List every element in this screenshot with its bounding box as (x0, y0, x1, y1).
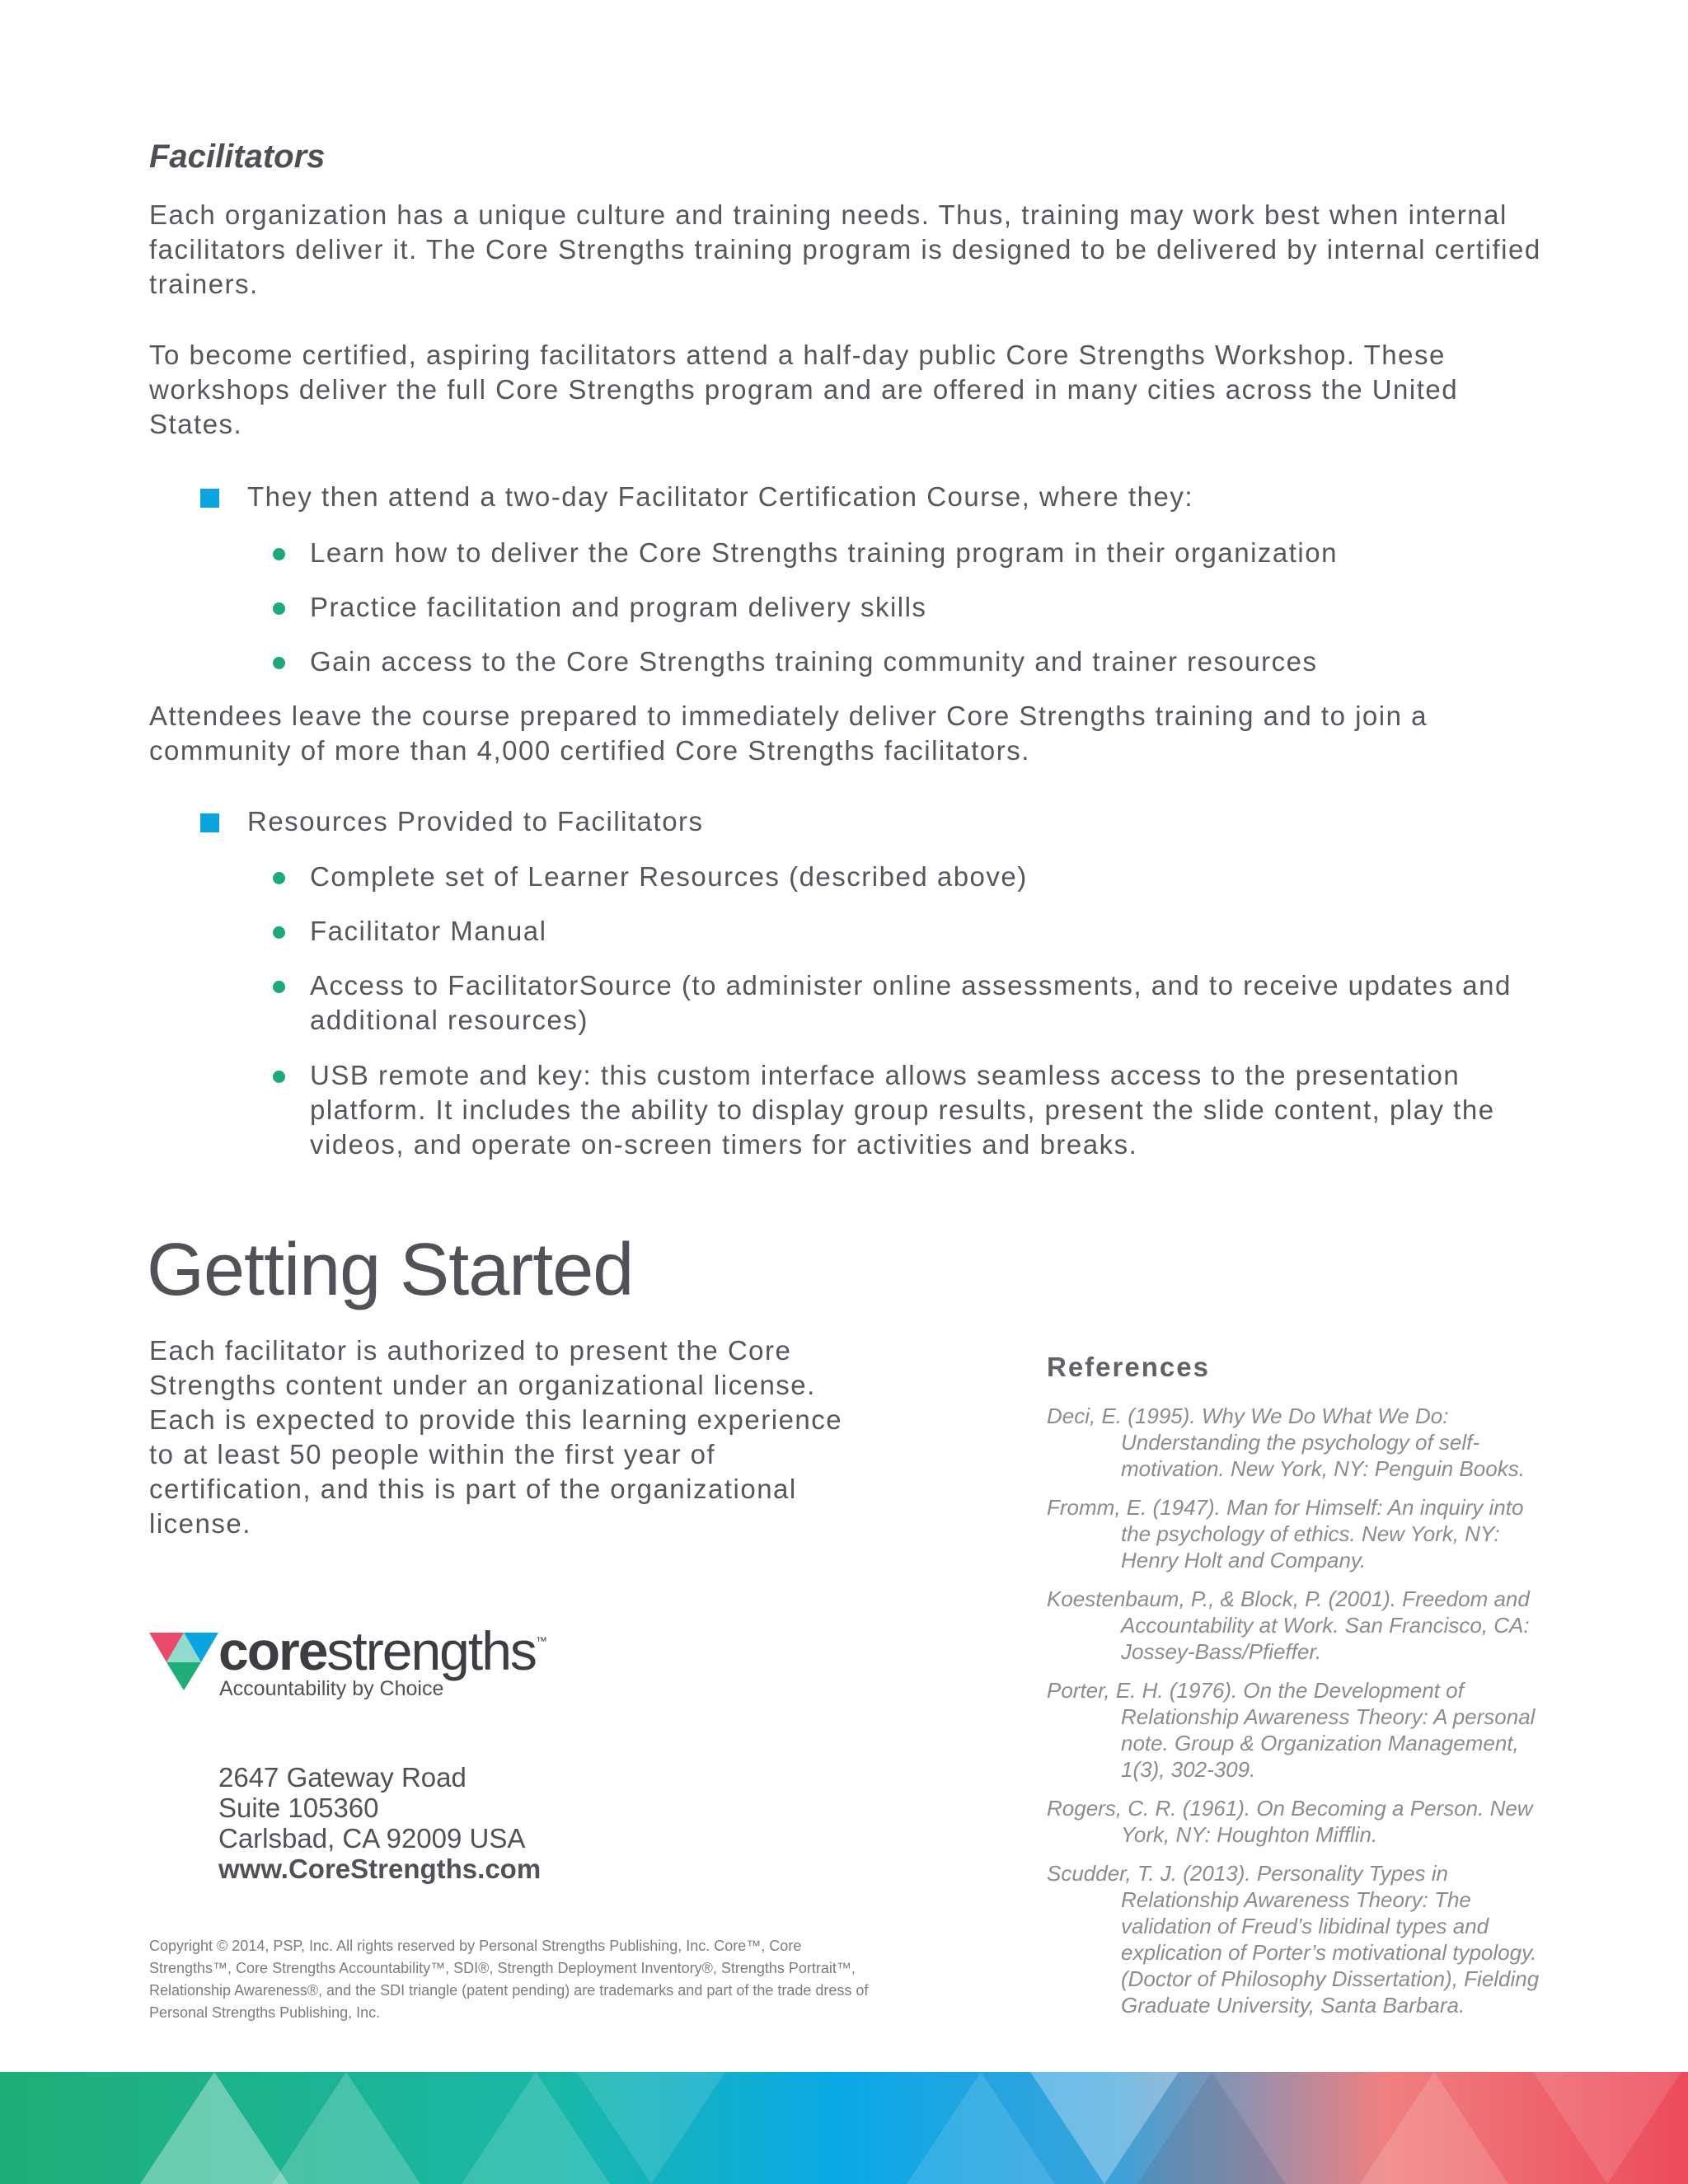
list-item: Complete set of Learner Resources (described above) (310, 861, 1028, 892)
decorative-triangle-band (0, 2072, 1688, 2184)
list-item: Gain access to the Core Strengths training community and trainer resources (310, 646, 1318, 677)
corestrengths-logo (149, 1620, 546, 1700)
dot-bullet-icon (273, 926, 285, 939)
facilitators-paragraph-3: Attendees leave the course prepared to immediately deliver Core Strengths training and to join a community of more than 4,000 certified Core Strengths facilitators. (149, 701, 1428, 766)
address-block (218, 1762, 541, 1884)
list-item: Access to FacilitatorSource (to administer online assessments, and to receive updates and additional resources) (310, 970, 1512, 1035)
list-item: Learn how to deliver the Core Strengths training program in their organization (310, 537, 1338, 568)
dot-bullet-icon (273, 981, 285, 993)
facilitators-heading: Facilitators (149, 138, 326, 175)
bullet-resources: Resources Provided to Facilitators (247, 806, 704, 837)
logo-wordmark: corestrengths™ (218, 1620, 546, 1681)
reference-item: Scudder, T. J. (2013). Personality Types in Relationship Awareness Theory: The validation of Freud’s libidinal types and explication of Porter’s motivational typology. (Doctor of Philosophy Dissertation), Fielding Graduate University, Santa Barbara. (1047, 1861, 1540, 2018)
dot-bullet-icon (273, 602, 285, 615)
reference-item: Porter, E. H. (1976). On the Development of Relationship Awareness Theory: A personal note. Group & Organization Management, 1(3), 302-309. (1047, 1678, 1536, 1782)
logo-tagline: Accountability by Choice (219, 1677, 444, 1700)
getting-started-body: Each facilitator is authorized to present the Core Strengths content under an organizational license. Each is expected to provide this learning experience to at least 50 people within the first year of certification, and this is part of the organizational license. (149, 1335, 843, 1539)
reference-item: Koestenbaum, P., & Block, P. (2001). Freedom and Accountability at Work. San Francisco, CA: Jossey-Bass/Pfieffer. (1047, 1586, 1530, 1664)
address-line: 2647 Gateway Road (218, 1762, 467, 1793)
copyright-notice: Copyright © 2014, PSP, Inc. All rights reserved by Personal Strengths Publishing, Inc. Core™, Core Strengths™, Core Strengths Accountability™, SDI®, Strength Deployment Inventory®, Strengths Portrait™, Relationship Awareness®, and the SDI triangle (patent pending) are trademarks and part of the trade dress of Personal Strengths Publishing, Inc. (149, 1938, 869, 2021)
references-list (1047, 1403, 1541, 2031)
address-line: Suite 105360 (218, 1793, 379, 1823)
dot-bullet-icon (273, 1071, 285, 1083)
list-item: USB remote and key: this custom interface allows seamless access to the presentation platform. It includes the ability to display group results, present the slide content, play the videos, and operate on-screen timers for activities and breaks. (310, 1060, 1495, 1160)
sdi-triangle-icon (149, 1628, 218, 1690)
list-item: Practice facilitation and program delivery skills (310, 592, 927, 622)
bullet-certification-course: They then attend a two-day Facilitator Certification Course, where they: (247, 481, 1193, 512)
website-link[interactable]: www.CoreStrengths.com (218, 1854, 542, 1884)
dot-bullet-icon (273, 657, 285, 669)
square-bullet-icon (200, 489, 219, 508)
reference-item: Deci, E. (1995). Why We Do What We Do: Understanding the psychology of self-motivation. New York, NY: Penguin Books. (1047, 1404, 1525, 1481)
square-bullet-icon (200, 813, 219, 832)
dot-bullet-icon (273, 548, 285, 560)
facilitators-paragraph-2: To become certified, aspiring facilitators attend a half-day public Core Strengths Workshop. These workshops deliver the full Core Strengths program and are offered in many cities across the United States. (149, 340, 1459, 439)
references-title: References (1047, 1352, 1210, 1382)
reference-item: Rogers, C. R. (1961). On Becoming a Person. New York, NY: Houghton Mifflin. (1047, 1796, 1533, 1847)
dot-bullet-icon (273, 872, 285, 884)
list-item: Facilitator Manual (310, 916, 547, 946)
reference-item: Fromm, E. (1947). Man for Himself: An inquiry into the psychology of ethics. New York, NY: Henry Holt and Company. (1047, 1495, 1524, 1572)
facilitators-paragraph-1: Each organization has a unique culture and training needs. Thus, training may work best when internal facilitators deliver it. The Core Strengths training program is designed to be delivered by internal certified trainers. (149, 199, 1541, 299)
getting-started-heading: Getting Started (147, 1229, 634, 1311)
address-line: Carlsbad, CA 92009 USA (218, 1823, 526, 1854)
